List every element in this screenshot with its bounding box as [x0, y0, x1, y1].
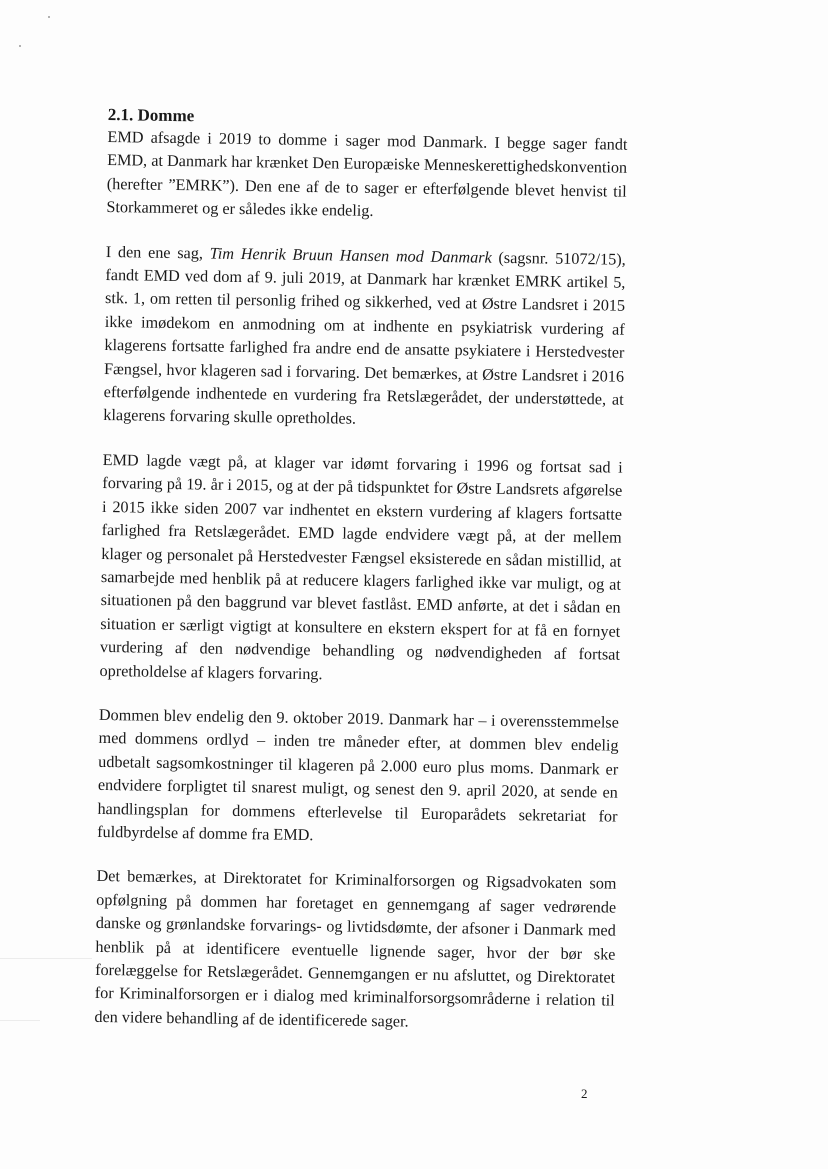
case-text-after: (sagsnr. 51072/15), fandt EMD ved dom af 9. juli 2019, at Danmark har krænket EMRK artikel 5, stk. 1, om retten til personlig frihed og sikkerhed, ved at Østre Landsret i 2015 ikke imødekom en anmodning om at indhente en psykiatrisk vurdering af klagerens fortsatte farlighed fra andre end de ansatte psykiatere i Herstedvester Fængsel, hvor klageren sad i forvaring. Det bemærkes, at Østre Landsret i 2016 efterfølgende indhentede en vurdering fra Retslægerådet, der understøttede, at klagerens forvaring skulle opretholdes.	[103, 248, 626, 429]
paragraph-follow-up: Det bemærkes, at Direktoratet for Kriminalforsorgen og Rigsadvokaten som opfølgning på dommen har foretaget en gennemgang af sager vedrørende danske og grønlandske forvarings- og livtidsdømte, der afsoner i Danmark med henblik på at identificere eventuelle lignende sager, hvor der bør ske forelæggelse for Retslægerådet. Gennemgangen er nu afsluttet, og Direktoratet for Kriminalforsorgen er i dialog med kriminalforsorgsområderne i relation til den videre behandling af de identificerede sager.	[94, 867, 617, 1031]
case-name: Tim Henrik Bruun Hansen mod Danmark	[209, 244, 492, 267]
case-text-before: I den ene sag,	[105, 242, 210, 263]
scan-speck	[48, 16, 50, 18]
section-heading: 2.1. Domme	[107, 104, 195, 126]
scan-shadow-line	[0, 958, 92, 959]
page-number: 2	[581, 1086, 588, 1101]
paragraph-case	[103, 241, 626, 436]
paragraph-intro: EMD afsagde i 2019 to domme i sager mod Danmark. I begge sager fandt EMD, at Danmark har krænket Den Europæiske Menneskerettighedskonvention (herefter ”EMRK”). Den ene af de to sager er efterfølgende blevet henvist til Storkammeret og er således ikke endelig.	[106, 127, 628, 221]
scan-shadow-line	[0, 1020, 40, 1021]
paragraph-reasoning: EMD lagde vægt på, at klager var idømt forvaring i 1996 og fortsat sad i forvaring på 19. år i 2015, og at der på tidspunktet for Østre Landsrets afgørelse i 2015 ikke siden 2007 var indhentet en ekstern vurdering af klagers fortsatte farlighed fra Retslægerådet. EMD lagde endvidere vægt på, at der mellem klager og personalet på Herstedvester Fængsel eksisterede en sådan mistillid, at samarbejde med henblik på at reducere klagers farlighed ikke var muligt, og at situationen på den baggrund var blevet fastlåst. EMD anførte, at det i sådan en situation er særligt vigtigt at konsultere en ekstern ekspert for at få en fornyet vurdering af den nødvendige behandling og nødvendigheden af fortsat opretholdelse af klagers forvaring.	[99, 450, 623, 683]
paragraph-judgment-final: Dommen blev endelig den 9. oktober 2019. Danmark har – i overensstemmelse med dommens ordlyd – inden tre måneder efter, at dommen blev endelig udbetalt sagsomkostninger til klageren på 2.000 euro plus moms. Danmark er endvidere forpligtet til snarest muligt, og senest den 9. april 2020, at sende en handlingsplan for dommens efterlevelse til Europarådets sekretariat for fuldbyrdelse af domme fra EMD.	[97, 705, 620, 845]
document-body	[94, 104, 628, 1058]
scan-speck	[19, 45, 21, 47]
